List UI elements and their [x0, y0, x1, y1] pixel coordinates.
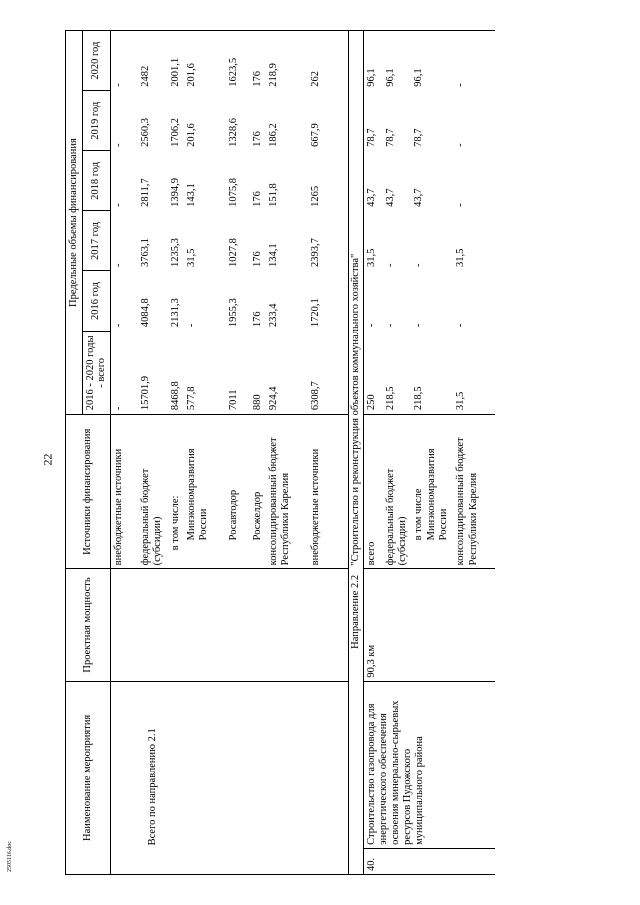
value-2018: 43,7 [385, 188, 397, 207]
source-cell: всего [363, 415, 383, 569]
value-2019: 1706,2 [170, 117, 182, 147]
value-2016: - [186, 323, 198, 328]
value-2018: 1394,9 [170, 178, 182, 207]
value-total: 6308,7 [308, 331, 348, 415]
value-2020: - [453, 31, 495, 91]
value-2019: 78,7 [413, 128, 425, 147]
value-total: 218,5 [411, 331, 453, 415]
header-name: Наименование мероприятия [66, 681, 111, 874]
value-2016: 233,4 [268, 303, 280, 328]
value-2018: 2811,7 [140, 178, 152, 207]
value-total: 8468,8 [168, 331, 184, 415]
value-2019: - [112, 143, 124, 147]
value-2017: 176 [252, 251, 264, 267]
value-2020: 1623,5 [226, 31, 250, 91]
source-cell: федеральный бюджет (субсидии) [383, 415, 411, 569]
item-name: Строительство газопровода для энергетического обеспечения освоения минерально-сырьевых ресурсов Пудожского муниципального района [363, 681, 495, 848]
table-row [110, 31, 138, 875]
value-total: 7011 [226, 331, 250, 415]
source-cell: внебюджетные источники [308, 415, 348, 569]
source-cell: Росжелдор [250, 415, 266, 569]
direction-title: "Строительство и реконструкция объектов коммунального хозяйства" [348, 31, 363, 569]
value-2018: - [455, 203, 467, 207]
value-2018: - [112, 203, 124, 207]
value-2017: 2393,7 [310, 238, 322, 267]
header-total: 2016 - 2020 годы - всего [82, 331, 110, 415]
value-2018: 43,7 [413, 188, 425, 207]
value-2017: - [112, 263, 124, 267]
value-2016: 2131,3 [170, 298, 182, 328]
header-2016: 2016 год [82, 271, 110, 331]
value-2018: 1265 [310, 185, 322, 207]
direction-row [348, 31, 363, 875]
value-2017: 1235,3 [170, 238, 182, 267]
value-2016: 1955,3 [228, 298, 240, 328]
source-cell: консолидированный бюджет Республики Карелия [266, 415, 308, 569]
value-total: 31,5 [453, 331, 495, 415]
value-2018: 151,8 [268, 183, 280, 207]
value-2020: 176 [250, 31, 266, 91]
table-row [250, 31, 266, 875]
value-2018: 1075,8 [228, 178, 240, 207]
value-2017: - [385, 263, 397, 267]
value-2016: - [365, 323, 377, 328]
value-2018: 143,1 [186, 183, 198, 207]
header-2020: 2020 год [82, 31, 110, 91]
value-2016: 176 [252, 311, 264, 328]
value-total: 924,4 [266, 331, 308, 415]
value-2019: 201,6 [186, 123, 198, 147]
item-number: 40. [363, 848, 495, 874]
value-2018: 43,7 [365, 188, 377, 207]
value-2020: 96,1 [411, 31, 453, 91]
value-total: 250 [363, 331, 383, 415]
value-2020: 262 [308, 31, 348, 91]
value-2017: 31,5 [455, 248, 467, 267]
value-2017: 31,5 [186, 248, 198, 267]
value-2017: - [413, 263, 425, 267]
value-2019: 667,9 [310, 123, 322, 147]
header-limits: Предельные объемы финансирования [66, 31, 83, 415]
table-row [363, 31, 383, 875]
header-capacity: Проектная мощность [66, 569, 111, 681]
direction-label: Направление 2.2 [348, 569, 363, 849]
source-cell: федеральный бюджет (субсидии) [138, 415, 168, 569]
value-2017: 1027,8 [228, 238, 240, 267]
value-2019: 78,7 [365, 128, 377, 147]
table-row [226, 31, 250, 875]
document-id: 2505116.doc [7, 841, 13, 872]
value-total: 880 [250, 331, 266, 415]
table-row [184, 31, 226, 875]
value-2019: 176 [252, 131, 264, 147]
source-cell: Минэкономразвития России [184, 415, 226, 569]
header-2019: 2019 год [82, 91, 110, 151]
page-number: 22 [40, 453, 55, 466]
value-2020: 2001,1 [168, 31, 184, 91]
value-2016: - [455, 323, 467, 328]
total-label: Всего по направлению 2.1 [147, 728, 159, 846]
value-2016: 1720,1 [310, 298, 322, 328]
value-2017: 134,1 [268, 243, 280, 267]
header-sources: Источники финансирования [66, 415, 111, 569]
value-2020: 218,9 [266, 31, 308, 91]
value-total: 218,5 [383, 331, 411, 415]
value-2017: 3763,1 [140, 238, 152, 267]
source-cell: Росавтодор [226, 415, 250, 569]
value-2020: 201,6 [184, 31, 226, 91]
table-row-total [138, 31, 168, 875]
value-2020: 2482 [138, 31, 168, 91]
value-2019: 78,7 [385, 128, 397, 147]
value-2018: 176 [252, 191, 264, 207]
value-2020: - [110, 31, 138, 91]
rotated-table-container [65, 30, 610, 875]
source-cell: в том числе Минэкономразвития России [411, 415, 453, 569]
value-2019: - [455, 143, 467, 147]
value-2019: 2560,3 [140, 117, 152, 147]
table-row [266, 31, 308, 875]
source-cell: внебюджетные источники [110, 415, 138, 569]
header-2017: 2017 год [82, 211, 110, 271]
value-total: 577,8 [184, 331, 226, 415]
value-2016: 4084,8 [140, 298, 152, 328]
item-capacity: 90,3 км [363, 569, 495, 681]
source-cell: консолидированный бюджет Республики Карелия [453, 415, 495, 569]
value-2019: 1328,6 [228, 117, 240, 147]
header-2018: 2018 год [82, 151, 110, 211]
value-2016: - [385, 323, 397, 328]
value-2020: 96,1 [363, 31, 383, 91]
table-row [308, 31, 348, 875]
value-2019: 186,2 [268, 123, 280, 147]
value-total: - [110, 331, 138, 415]
financing-table [65, 30, 495, 875]
source-cell: в том числе: [168, 415, 184, 569]
value-2016: - [413, 323, 425, 328]
value-2020: 96,1 [383, 31, 411, 91]
value-total: 15701,9 [138, 331, 168, 415]
value-2017: 31,5 [365, 248, 377, 267]
value-2016: - [112, 323, 124, 328]
table-row [168, 31, 184, 875]
